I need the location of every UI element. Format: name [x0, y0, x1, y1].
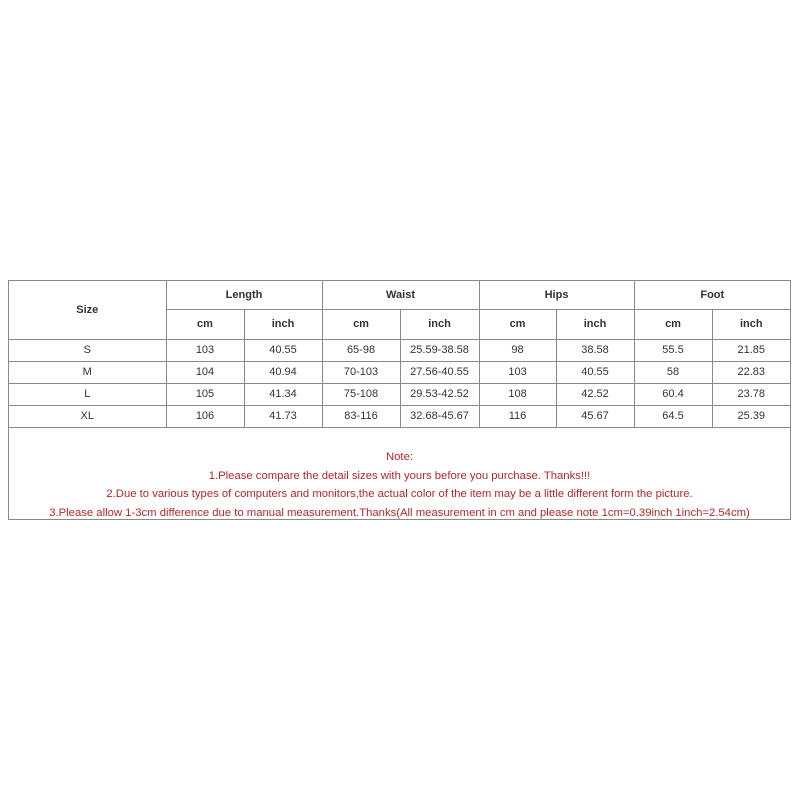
table-cell: 105 [166, 383, 244, 405]
table-row [9, 361, 790, 383]
table-cell: 40.55 [556, 361, 634, 383]
group-header-hips: Hips [479, 281, 634, 309]
table-cell: 70-103 [322, 361, 400, 383]
table-cell: 38.58 [556, 339, 634, 361]
unit-header: inch [400, 309, 479, 339]
table-row [9, 405, 790, 427]
table-cell: 45.67 [556, 405, 634, 427]
size-cell: S [9, 339, 166, 361]
table-row [9, 383, 790, 405]
size-cell: M [9, 361, 166, 383]
table-body [9, 339, 790, 427]
table-cell: 25.39 [712, 405, 790, 427]
table-cell: 22.83 [712, 361, 790, 383]
table-cell: 65-98 [322, 339, 400, 361]
note-line-1: 1.Please compare the detail sizes with yours before you purchase. Thanks!!! [208, 469, 591, 482]
table-cell: 29.53-42.52 [400, 383, 479, 405]
table-cell: 58 [634, 361, 712, 383]
table-cell: 40.55 [244, 339, 322, 361]
table-cell: 98 [479, 339, 556, 361]
table-cell: 40.94 [244, 361, 322, 383]
note-line-2: 2.Due to various types of computers and monitors,the actual color of the item may be a little different form the picture. [106, 488, 693, 500]
table-cell: 42.52 [556, 383, 634, 405]
size-chart [8, 280, 791, 520]
table-cell: 103 [166, 339, 244, 361]
table-cell: 27.56-40.55 [400, 361, 479, 383]
unit-header: cm [322, 309, 400, 339]
note-title: Note: [385, 451, 413, 463]
note-line-3: 3.Please allow 1-3cm difference due to manual measurement.Thanks(All measurement in cm and please note 1cm=0.39inch 1inch=2.54cm) [49, 506, 750, 519]
header-row-groups [9, 281, 790, 309]
table-cell: 106 [166, 405, 244, 427]
unit-header: cm [634, 309, 712, 339]
table-cell: 103 [479, 361, 556, 383]
table-cell: 41.73 [244, 405, 322, 427]
table-row [9, 339, 790, 361]
table-cell: 55.5 [634, 339, 712, 361]
table-cell: 104 [166, 361, 244, 383]
unit-header: inch [712, 309, 790, 339]
unit-header: cm [479, 309, 556, 339]
table-cell: 25.59-38.58 [400, 339, 479, 361]
unit-header: inch [244, 309, 322, 339]
table-cell: 21.85 [712, 339, 790, 361]
group-header-length: Length [166, 281, 322, 309]
notes-block [9, 448, 790, 522]
size-cell: L [9, 383, 166, 405]
group-header-waist: Waist [322, 281, 479, 309]
table-cell: 75-108 [322, 383, 400, 405]
table-cell: 41.34 [244, 383, 322, 405]
table-cell: 32.68-45.67 [400, 405, 479, 427]
size-table [9, 281, 790, 428]
group-header-foot: Foot [634, 281, 790, 309]
table-cell: 23.78 [712, 383, 790, 405]
table-cell: 64.5 [634, 405, 712, 427]
table-cell: 60.4 [634, 383, 712, 405]
table-cell: 116 [479, 405, 556, 427]
table-cell: 108 [479, 383, 556, 405]
unit-header: inch [556, 309, 634, 339]
size-cell: XL [9, 405, 166, 427]
table-cell: 83-116 [322, 405, 400, 427]
unit-header: cm [166, 309, 244, 339]
size-header: Size [9, 281, 166, 339]
